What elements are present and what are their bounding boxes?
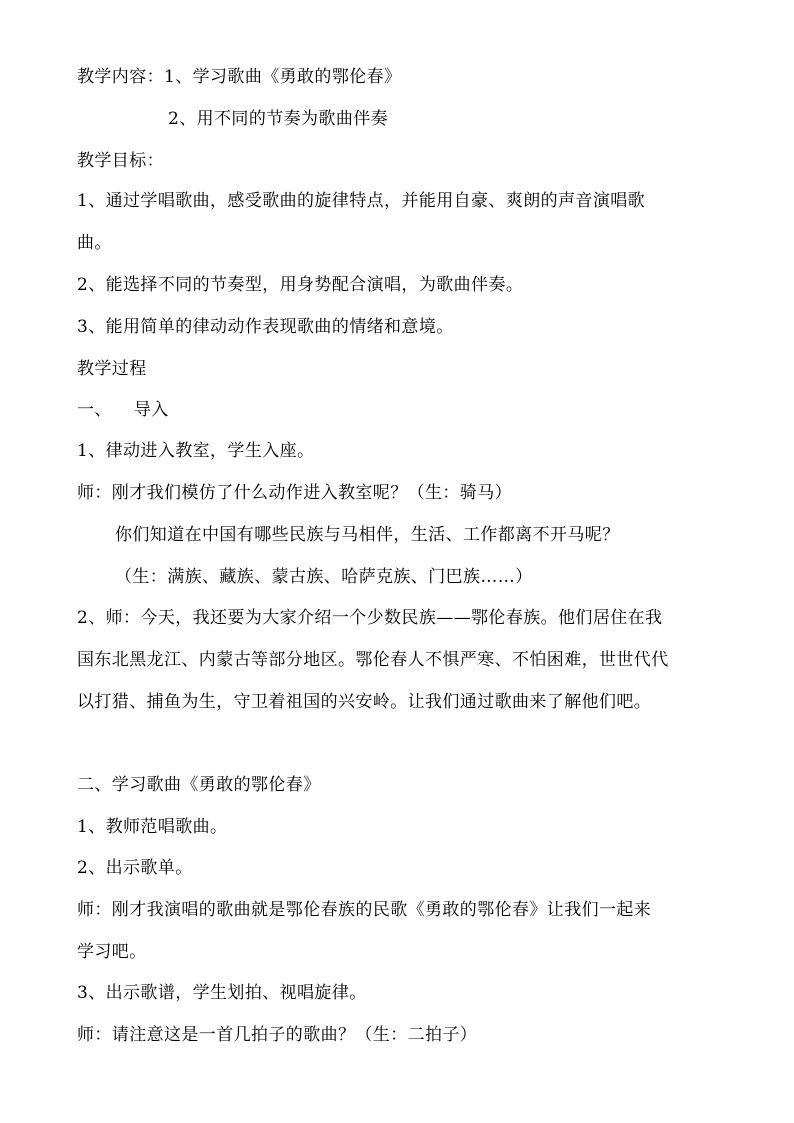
section-2-item-2: 2、出示歌单。	[77, 858, 193, 878]
section-2-item-3-line-2: 学习吧。	[77, 942, 147, 962]
goal-3: 3、能用简单的律动动作表现歌曲的情绪和意境。	[77, 317, 454, 337]
goal-2: 2、能选择不同的节奏型，用身势配合演唱，为歌曲伴奏。	[77, 275, 524, 295]
teaching-process-heading: 教学过程	[77, 359, 147, 379]
teacher-question-2: 你们知道在中国有哪些民族与马相伴，生活、工作都离不开马呢？	[115, 525, 620, 545]
teaching-goals-heading: 教学目标：	[77, 151, 164, 171]
teacher-question-1: 师：刚才我们模仿了什么动作进入教室呢？（生：骑马）	[77, 483, 512, 503]
teaching-content-line-1: 教学内容：1、学习歌曲《勇敢的鄂伦春》	[77, 67, 402, 87]
goal-1-line-2: 曲。	[77, 233, 112, 253]
section-1-item-1: 1、律动进入教室，学生入座。	[77, 441, 315, 461]
paragraph-line-2: 国东北黑龙江、内蒙古等部分地区。鄂伦春人不惧严寒、不怕困难，世世代代	[77, 650, 669, 670]
student-answer: （生：满族、藏族、蒙古族、哈萨克族、门巴族……）	[115, 567, 533, 587]
section-1-title: 导入	[133, 400, 169, 420]
paragraph-line-1: 2、师：今天，我还要为大家介绍一个少数民族——鄂伦春族。他们居住在我	[77, 608, 663, 628]
section-2-item-5: 师：请注意这是一首几拍子的歌曲？（生：二拍子）	[77, 1025, 478, 1045]
paragraph-line-3: 以打猎、捕鱼为生，守卫着祖国的兴安岭。让我们通过歌曲来了解他们吧。	[77, 692, 652, 712]
section-2-item-1: 1、教师范唱歌曲。	[77, 817, 228, 837]
section-1-heading	[77, 399, 169, 421]
section-2-item-4: 3、出示歌谱，学生划拍、视唱旋律。	[77, 983, 367, 1003]
teaching-content-line-2: 2、用不同的节奏为歌曲伴奏	[168, 109, 389, 129]
goal-1-line-1: 1、通过学唱歌曲，感受歌曲的旋律特点，并能用自豪、爽朗的声音演唱歌	[77, 191, 646, 211]
section-2-heading: 二、学习歌曲《勇敢的鄂伦春》	[77, 775, 321, 795]
section-2-item-3-line-1: 师：刚才我演唱的歌曲就是鄂伦春族的民歌《勇敢的鄂伦春》让我们一起来	[77, 900, 652, 920]
section-1-number: 一、	[77, 400, 112, 420]
